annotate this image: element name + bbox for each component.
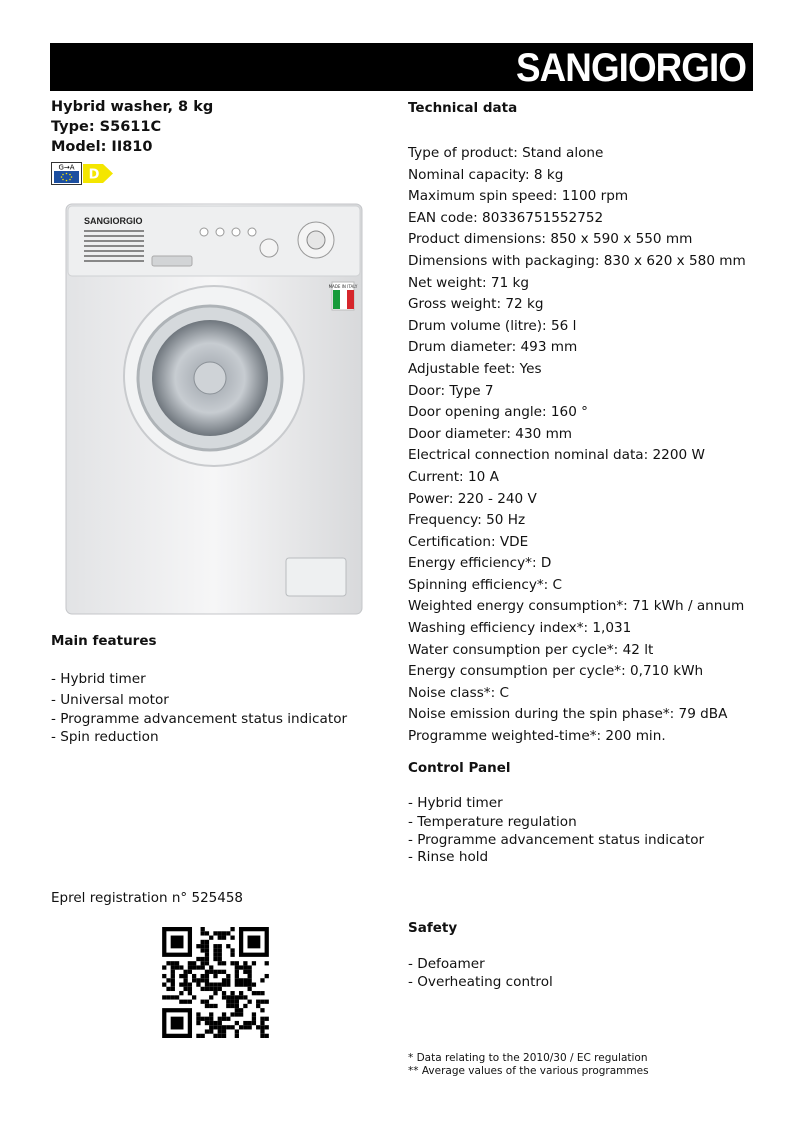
- flag-label: MADE IN ITALY: [328, 284, 358, 289]
- list-item: - Programme advancement status indicator: [51, 711, 348, 727]
- control-panel-title: Control Panel: [408, 760, 511, 776]
- list-item: Drum diameter: 493 mm: [408, 339, 578, 356]
- list-item: Frequency: 50 Hz: [408, 512, 526, 529]
- list-item: - Hybrid timer: [408, 795, 503, 811]
- list-item: Net weight: 71 kg: [408, 274, 530, 291]
- list-item: Energy consumption per cycle*: 0,710 kWh: [408, 663, 704, 680]
- product-type: Type: S5611C: [51, 119, 162, 135]
- list-item: Certification: VDE: [408, 533, 529, 550]
- list-item: - Defoamer: [408, 956, 485, 972]
- brand-logo: SANGIORGIO: [515, 46, 746, 90]
- list-item: Type of product: Stand alone: [408, 145, 604, 161]
- list-item: Dimensions with packaging: 830 x 620 x 580 mm: [408, 252, 746, 269]
- energy-scale-label: G→A: [58, 163, 75, 172]
- qr-code-icon: [162, 927, 269, 1038]
- list-item: Weighted energy consumption*: 71 kWh / annum: [408, 598, 745, 615]
- product-model: Model: II810: [51, 139, 153, 155]
- list-item: EAN code: 80336751552752: [408, 209, 604, 226]
- panel-brand-label: SANGIORGIO: [84, 216, 143, 226]
- washing-machine-image: [64, 200, 364, 616]
- footnote: ** Average values of the various programmes: [408, 1065, 649, 1077]
- list-item: Water consumption per cycle*: 42 lt: [408, 641, 654, 658]
- safety-list: [408, 955, 553, 991]
- technical-data-list: [408, 143, 746, 748]
- list-item: - Temperature regulation: [408, 814, 577, 830]
- list-item: Door: Type 7: [408, 382, 494, 399]
- list-item: - Spin reduction: [51, 728, 159, 745]
- main-features-list: [51, 671, 347, 746]
- list-item: Product dimensions: 850 x 590 x 550 mm: [408, 231, 693, 248]
- list-item: Gross weight: 72 kg: [408, 296, 544, 313]
- list-item: Noise class*: C: [408, 684, 509, 701]
- main-features-title: Main features: [51, 633, 157, 649]
- list-item: Door opening angle: 160 °: [408, 404, 588, 421]
- header-bar: [50, 43, 753, 91]
- product-header: [51, 97, 213, 157]
- list-item: Electrical connection nominal data: 2200 W: [408, 447, 705, 464]
- list-item: Door diameter: 430 mm: [408, 425, 573, 442]
- list-item: - Overheating control: [408, 974, 553, 990]
- list-item: - Rinse hold: [408, 849, 489, 866]
- list-item: Energy efficiency*: D: [408, 555, 552, 572]
- footnote: * Data relating to the 2010/30 / EC regulation: [408, 1052, 648, 1064]
- safety-title: Safety: [408, 920, 458, 936]
- list-item: Maximum spin speed: 1100 rpm: [408, 188, 629, 205]
- list-item: - Universal motor: [51, 692, 169, 708]
- list-item: Adjustable feet: Yes: [408, 360, 542, 377]
- list-item: Current: 10 A: [408, 468, 499, 485]
- product-title: Hybrid washer, 8 kg: [51, 99, 214, 115]
- control-panel-list: [408, 795, 704, 867]
- list-item: - Programme advancement status indicator: [408, 831, 705, 848]
- energy-label-icon: [51, 162, 115, 185]
- list-item: - Hybrid timer: [51, 671, 146, 687]
- list-item: Power: 220 - 240 V: [408, 490, 537, 507]
- list-item: Washing efficiency index*: 1,031: [408, 620, 632, 637]
- list-item: Spinning efficiency*: C: [408, 576, 563, 593]
- footnotes: [408, 1052, 649, 1078]
- list-item: Nominal capacity: 8 kg: [408, 166, 564, 183]
- list-item: Drum volume (litre): 56 l: [408, 317, 577, 334]
- list-item: Programme weighted-time*: 200 min.: [408, 728, 666, 745]
- list-item: Noise emission during the spin phase*: 79 dBA: [408, 706, 728, 723]
- eprel-registration: Eprel registration n° 525458: [51, 890, 244, 906]
- technical-data-title: Technical data: [408, 100, 518, 116]
- energy-class-letter: D: [88, 167, 100, 183]
